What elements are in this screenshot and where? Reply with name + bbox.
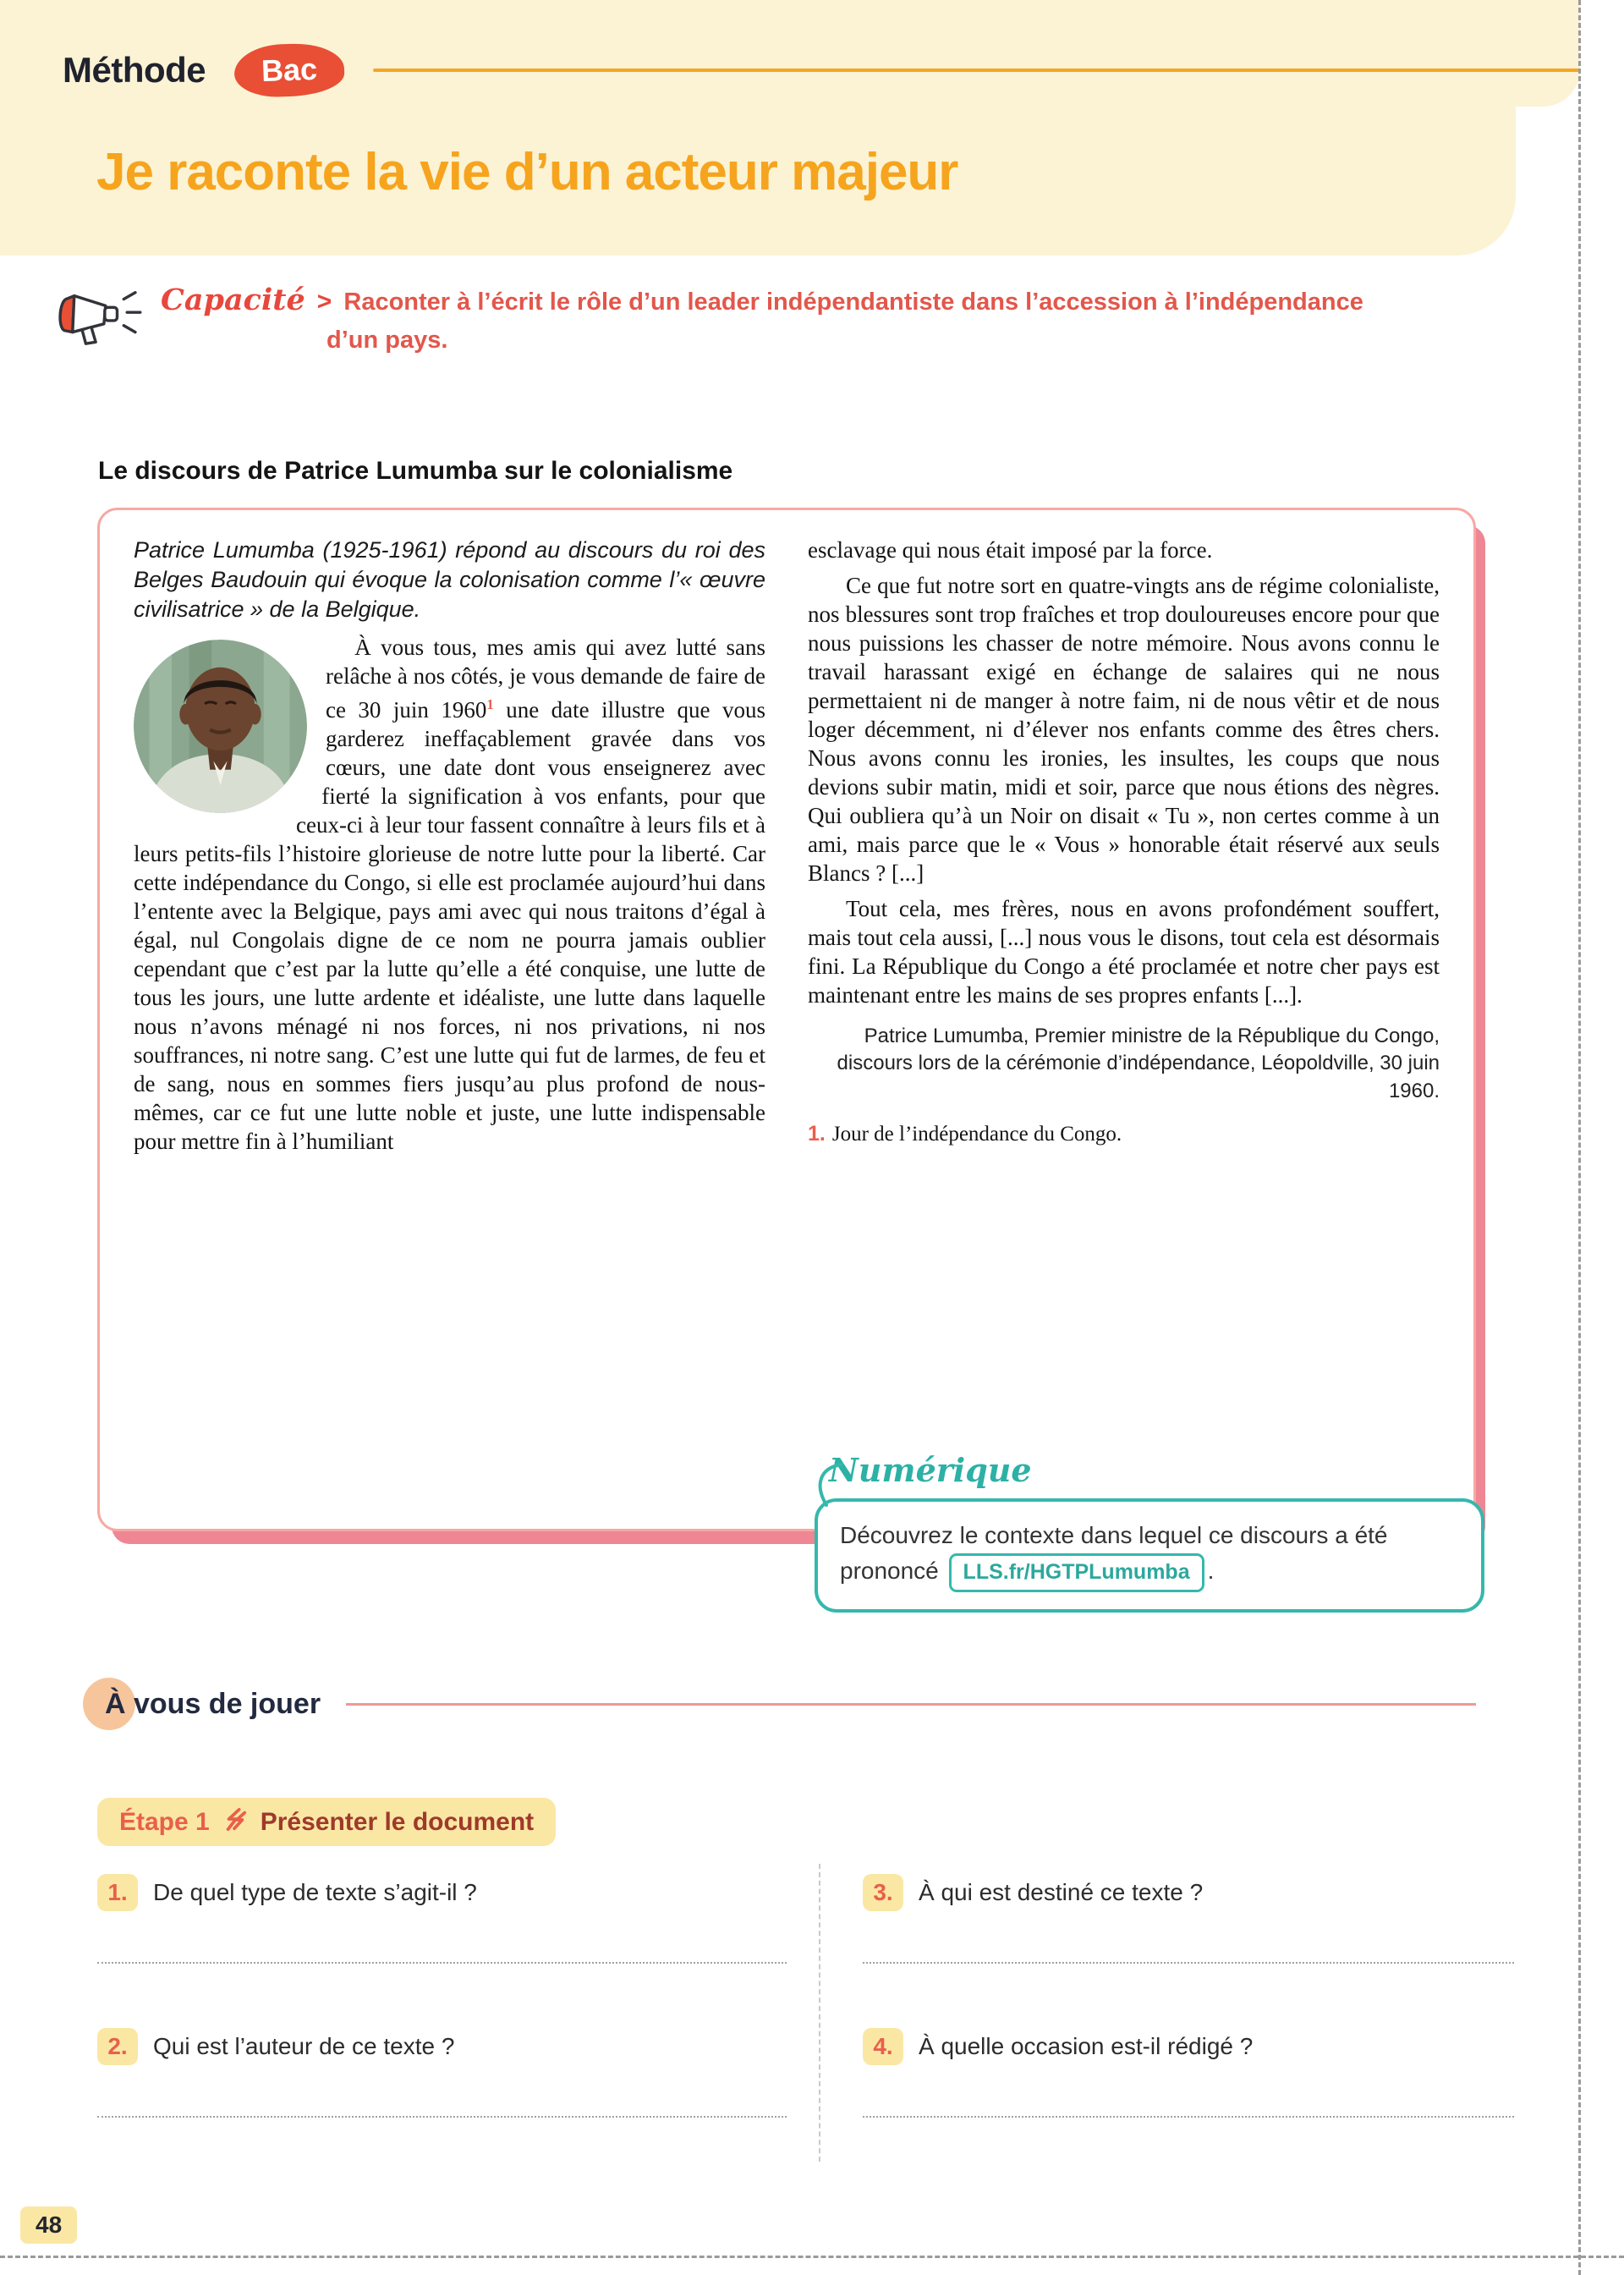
speech-paragraph-2: Ce que fut notre sort en quatre-vingts ans de régime colonialiste, nos blessures sont trop fraîches et trop douloureuses encore pour que nous puissions les chasser de notre mémoire. Nous avons connu le travail harassant exigé en échange de salaires qui ne nous permettaient ni de manger à notre faim, ni de nous vêtir et de nous loger décemment, ni d’élever nos enfants comme des êtres chers. Nous avons connu les ironies, les insultes, les coups que nous devions subir matin, midi et soir, parce que nous étions des nègres. Qui oubliera qu’à un Noir on disait « Tu », non certes comme à un ami, mais parce que le « Vous » honorable était réservé aux seuls Blancs ? [...] — [808, 573, 1440, 886]
numerique-text: Découvrez le contexte dans lequel ce discours a été prononcé — [840, 1522, 1388, 1584]
speech-paragraph-1-continued: esclavage qui nous était imposé par la force. — [808, 537, 1213, 563]
document-source: Patrice Lumumba, Premier ministre de la République du Congo, discours lors de la cérémonie d’indépendance, Léopoldville, 30 juin 1960. — [837, 1025, 1440, 1102]
page-trim-horizontal — [0, 2256, 1624, 2258]
capacite-text — [161, 279, 1407, 358]
etape-label: Étape 1 — [119, 1807, 210, 1836]
speech-text: À vous tous, mes amis qui avez lutté sans relâche à nos côtés, je vous demande de faire de ce 30 juin 1960 — [326, 635, 765, 723]
activity-section-header — [95, 1688, 1476, 1721]
capacite-label: Capacité — [161, 283, 305, 317]
activity-heading-text: À vous de jouer — [105, 1688, 321, 1720]
document-column-right — [808, 536, 1440, 1156]
question-4 — [863, 2028, 1514, 2118]
question-text: De quel type de texte s’agit-il ? — [153, 1879, 477, 1905]
document-intro: Patrice Lumumba (1925-1961) répond au discours du roi des Belges Baudouin qui évoque la colonisation comme l’« œuvre civilisatrice » de la Belgique. — [134, 537, 765, 623]
etape-title: Présenter le document — [260, 1807, 535, 1836]
answer-line — [863, 1962, 1514, 1964]
document-box — [97, 508, 1476, 1584]
document-columns — [134, 536, 1440, 1156]
numerique-text-end: . — [1207, 1557, 1215, 1584]
activity-rule — [346, 1703, 1476, 1706]
question-2 — [97, 2028, 787, 2118]
header-rule — [373, 69, 1580, 72]
footnote-number: 1. — [808, 1122, 826, 1146]
questions-grid — [97, 1874, 1514, 2118]
speech-paragraph-3: Tout cela, mes frères, nous en avons profondément souffert, mais tout cela aussi, [...] nous vous le disons, tout cela est désormais fini. La République du Congo a été proclamée et notre cher pays est maintenant entre les mains de ses propres enfants [...]. — [808, 896, 1440, 1008]
answer-line — [97, 2116, 787, 2118]
questions-divider — [819, 1864, 820, 2162]
question-number-badge: 2. — [97, 2028, 138, 2065]
capacite-arrow-icon: > — [316, 288, 332, 316]
page-number: 48 — [20, 2206, 77, 2244]
footnote-ref: 1 — [486, 696, 494, 713]
lumumba-portrait-photo — [134, 640, 307, 813]
page-trim-vertical — [1578, 0, 1581, 2275]
etape-heading — [97, 1798, 556, 1846]
question-number-badge: 4. — [863, 2028, 903, 2065]
page-title: Je raconte la vie d’un acteur majeur — [96, 143, 958, 201]
capacite-description: Raconter à l’écrit le rôle d’un leader indépendantiste dans l’accession à l’indépendance d’un pays. — [326, 288, 1363, 354]
section-label: Méthode — [63, 50, 206, 90]
megaphone-icon — [54, 284, 145, 358]
question-number-badge: 3. — [863, 1874, 903, 1911]
answer-line — [863, 2116, 1514, 2118]
document-column-left — [134, 536, 765, 1156]
capacite-block — [54, 279, 1407, 358]
question-row — [97, 2028, 787, 2065]
lls-link[interactable]: LLS.fr/HGTPLumumba — [949, 1553, 1204, 1592]
question-text: Qui est l’auteur de ce texte ? — [153, 2033, 455, 2059]
question-number-badge: 1. — [97, 1874, 138, 1911]
question-3 — [863, 1874, 1514, 1964]
activity-heading — [95, 1688, 321, 1721]
question-row — [97, 1874, 787, 1911]
footnote-text: Jour de l’indépendance du Congo. — [831, 1123, 1122, 1146]
document-heading: Le discours de Patrice Lumumba sur le colonialisme — [98, 457, 733, 485]
speech-text: une date illustre que vous garderez ineffaçablement gravée dans vos cœurs, une date dont vous enseignerez avec fierté la signification à vos enfants, pour que ceux-ci à leur tour fassent connaître à leurs fils et à leurs petits-fils l’histoire glorieuse de notre lutte pour la liberté. Car cette indépendance du Congo, si elle est proclamée aujourd’hui dans l’entente avec la Belgique, pays ami avec qui nous traitons d’égal à égal, nul Congolais digne de ce nom ne pourra jamais oublier cependant que c’est par la lutte qu’elle a été conquise, une lutte de tous les jours, une lutte ardente et idéaliste, une lutte dans laquelle nous n’avons ménagé ni nos forces, ni nos privations, ni nos souffrances, ni notre sang. C’est une lutte qui fut de larmes, de feu et de sang, nous en sommes fiers jusqu’au plus profond de nous-mêmes, car ce fut une lutte noble et juste, une lutte indispensable pour mettre fin à l’humiliant — [134, 697, 765, 1155]
question-row — [863, 2028, 1514, 2065]
zigzag-icon — [223, 1806, 247, 1838]
question-1 — [97, 1874, 787, 1964]
header-row — [63, 44, 1580, 96]
question-text: À quelle occasion est-il rédigé ? — [919, 2033, 1254, 2059]
document-footnote — [808, 1122, 1440, 1146]
answer-line — [97, 1962, 787, 1964]
numerique-bubble — [815, 1498, 1484, 1613]
question-text: À qui est destiné ce texte ? — [919, 1879, 1204, 1905]
numerique-label: Numérique — [829, 1451, 1032, 1489]
question-row — [863, 1874, 1514, 1911]
bac-badge: Bac — [233, 42, 345, 99]
bubble-tail-icon — [813, 1463, 853, 1517]
